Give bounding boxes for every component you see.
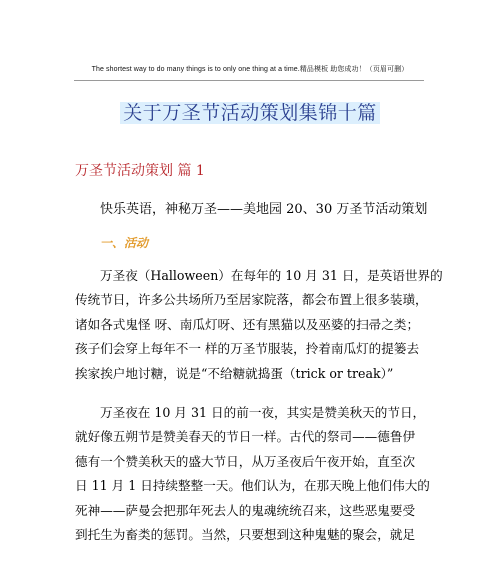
header-motto: The shortest way to do many things is to only one thing at a time.精品模板 助您成功！（页眉可删） <box>91 66 409 73</box>
paragraph-2 <box>75 401 435 547</box>
section-heading: 万圣节活动策划 篇 1 <box>75 163 205 179</box>
paragraph-line: 万圣夜（Halloween）在每年的 10 月 31 日，是英语世界的 <box>100 268 443 283</box>
paragraph-line: 日 11 月 1 日持续整整一天。他们认为，在那天晚上他们伟大的 <box>75 478 430 494</box>
paragraph-line: 挨家挨户地讨糖，说是“不给糖就捣蛋（trick or treak）” <box>75 365 394 381</box>
header-divider <box>74 80 424 81</box>
section-intro: 快乐英语，神秘万圣——美地园 20、30 万圣节活动策划 <box>100 202 428 217</box>
paragraph-line: 德有一个赞美秋天的盛大节日，从万圣夜后午夜开始，直至次 <box>75 453 416 469</box>
paragraph-line: 传统节日，许多公共场所乃至居家院落，都会布置上很多装璜， <box>75 292 428 308</box>
section-subheading: 一、活动 <box>100 236 149 250</box>
document-title-text: 关于万圣节活动策划集锦十篇 <box>120 102 380 124</box>
paragraph-line: 就好像五朔节是赞美春天的节日一样。古代的祭司——德鲁伊 <box>75 429 416 445</box>
paragraph-line: 到托生为畜类的惩罚。当然，只要想到这种鬼魅的聚会，就足 <box>75 526 416 542</box>
paragraph-line: 孩子们会穿上每年不一 样的万圣节服装，拎着南瓜灯的提篓去 <box>75 341 420 357</box>
document-title <box>0 98 500 125</box>
paragraph-line: 死神——萨曼会把那年死去人的鬼魂统统召来，这些恶鬼要受 <box>75 502 416 518</box>
paragraph-line: 万圣夜在 10 月 31 日的前一夜，其实是赞美秋天的节日， <box>100 405 426 420</box>
paragraph-line: 诸如各式鬼怪 呀、南瓜灯呀、还有黑猫以及巫婆的扫帚之类； <box>75 316 420 332</box>
paragraph-1 <box>75 264 443 386</box>
